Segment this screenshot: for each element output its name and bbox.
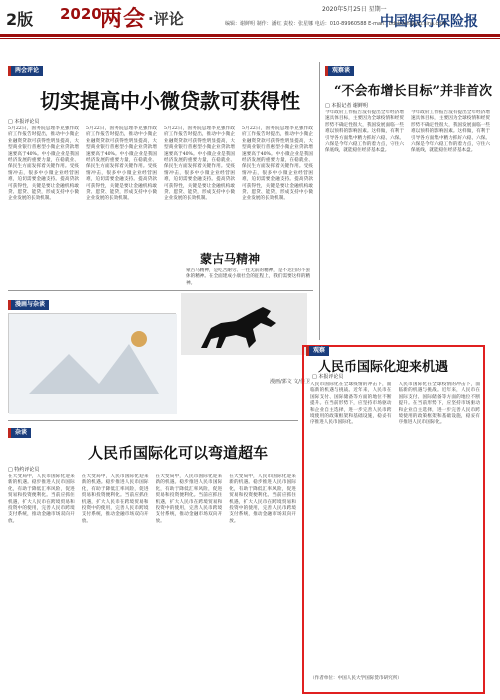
article-bottom-left — [8, 474, 296, 692]
edition-label: 2版 — [6, 10, 34, 29]
text-column: 今年政府工作报告没有提出全年经济增速具体目标，主要因为全球疫情和经贸形势不确定性很大，我国发展面临一些难以预料的影响因素。这样做，有利于引导各方面集中精力抓好六稳、六保。六保是今年六稳工作的着力点，守住六保底线，就能稳住经济基本盘。 — [325, 110, 404, 154]
horse-silhouette — [181, 293, 307, 355]
logo-year: 2020 — [60, 5, 102, 23]
logo-section: ·评论 — [148, 10, 184, 28]
dateline: 2020年5月25日 星期一 — [322, 6, 387, 13]
logo-name: 两会 — [100, 7, 147, 32]
byline-top-right: □ 本报记者 谢鲜明 — [325, 103, 368, 109]
byline-highlight: □ 本报评论员 — [312, 374, 344, 380]
article-highlight-body — [310, 382, 480, 672]
poem-title: 蒙古马精神 — [200, 252, 261, 266]
section-tag: 杂谈 — [8, 428, 31, 438]
poem-author: 漫画/郭文 文/佳卫 — [270, 379, 310, 385]
horse-image — [181, 293, 307, 355]
top-rule — [0, 34, 500, 37]
author-footer: （作者单位：中国人民大学国际货币研究所） — [310, 676, 402, 681]
text-column: 5月22日，国务院总理李克强作政府工作报告时提出，推动中小微企业融资贷款可获得性明显提高，大型商业银行普惠型小微企业贷款增速要高于40%。中小微企业是我国经济发展的重要力量，在稳就业、保民生方面发挥着关键作用。受疫情冲击，很多中小微企业经营困难，迫切需要金融支持。提高贷款可获得性，关键是要让金融机构敢贷、愿贷、能贷，形成支持中小微企业发展的长效机制。 — [242, 126, 313, 202]
text-column: 今年政府工作报告没有提出全年经济增速具体目标，主要因为全球疫情和经贸形势不确定性很大，我国发展面临一些难以预料的影响因素。这样做，有利于引导各方面集中精力抓好六稳、六保。六保是今年六稳工作的着力点，守住六保底线，就能稳住经济基本盘。 — [411, 110, 490, 154]
text-column: 5月22日，国务院总理李克强作政府工作报告时提出，推动中小微企业融资贷款可获得性明显提高，大型商业银行普惠型小微企业贷款增速要高于40%。中小微企业是我国经济发展的重要力量，在稳就业、保民生方面发挥着关键作用。受疫情冲击，很多中小微企业经营困难，迫切需要金融支持。提高贷款可获得性，关键是要让金融机构敢贷、愿贷、能贷，形成支持中小微企业发展的长效机制。 — [164, 126, 235, 202]
text-column: 在大变局中，人民币国际化迎来新的机遇。稳步推进人民币国际化，有助于降低汇率风险，促进贸易和投资便利化。当前应抓住机遇，扩大人民币在跨境贸易和投资中的使用，完善人民币跨境支付系统，推动金融市场双向开放。 — [81, 474, 149, 524]
byline-top-left: □ 本报评论员 — [8, 119, 40, 125]
brand-name: 中国银行保险报 — [380, 14, 478, 30]
cartoon-image — [8, 313, 176, 413]
logo — [60, 2, 210, 32]
headline-bottom-left: 人民币国际化可以弯道超车 — [88, 444, 269, 462]
column-divider — [319, 62, 320, 340]
cartoon-drawing — [9, 314, 177, 414]
headline-top-right: “不会布增长目标”并非首次 — [334, 84, 492, 99]
section-tag: 漫画与杂谈 — [8, 300, 49, 310]
section-tag: 观察 — [306, 346, 329, 356]
headline-highlight: 人民币国际化迎来机遇 — [318, 360, 449, 375]
editors-line: 编辑：谢鲜明 制作：潘红 责校：张星娜 电话：010-89960588 E-mail：bdcbcsh@vip.sina.com — [225, 21, 447, 27]
text-column: 在大变局中，人民币国际化迎来新的机遇。稳步推进人民币国际化，有助于降低汇率风险，促进贸易和投资便利化。当前应抓住机遇，扩大人民币在跨境贸易和投资中的使用，完善人民币跨境支付系统，推动金融市场双向开放。 — [229, 474, 296, 524]
text-column: 人民币国际化在全球疫情的冲击下，面临新的机遇与挑战。近年来，人民币在国际支付、国际储备等方面的地位不断提升。在当前形势下，应坚持市场驱动和企业自主选择，进一步完善人民币跨境使用的政策框架和基础设施，稳妥有序推进人民币国际化。 — [310, 382, 392, 426]
article-top-right — [325, 110, 490, 340]
text-column: 人民币国际化在全球疫情的冲击下，面临新的机遇与挑战。近年来，人民币在国际支付、国际储备等方面的地位不断提升。在当前形势下，应坚持市场驱动和企业自主选择，进一步完善人民币跨境使用的政策框架和基础设施，稳妥有序推进人民币国际化。 — [398, 382, 480, 426]
poem-text: 蒙古马精神，是吃苦耐劳、一往无前的精神，是不达目的不罢休的精神。在全面建成小康社会的征程上，我们需要这样的精神。 — [186, 268, 311, 286]
section-tag: 两会评论 — [8, 66, 43, 76]
section-divider — [8, 420, 298, 421]
text-column: 在大变局中，人民币国际化迎来新的机遇。稳步推进人民币国际化，有助于降低汇率风险，促进贸易和投资便利化。当前应抓住机遇，扩大人民币在跨境贸易和投资中的使用，完善人民币跨境支付系统，推动金融市场双向开放。 — [155, 474, 223, 524]
text-column: 5月22日，国务院总理李克强作政府工作报告时提出，推动中小微企业融资贷款可获得性明显提高，大型商业银行普惠型小微企业贷款增速要高于40%。中小微企业是我国经济发展的重要力量，在稳就业、保民生方面发挥着关键作用。受疫情冲击，很多中小微企业经营困难，迫切需要金融支持。提高贷款可获得性，关键是要让金融机构敢贷、愿贷、能贷，形成支持中小微企业发展的长效机制。 — [8, 126, 79, 202]
text-column: 在大变局中，人民币国际化迎来新的机遇。稳步推进人民币国际化，有助于降低汇率风险，促进贸易和投资便利化。当前应抓住机遇，扩大人民币在跨境贸易和投资中的使用，完善人民币跨境支付系统，推动金融市场双向开放。 — [8, 474, 75, 524]
article-top-left — [8, 126, 313, 286]
section-tag: 观察谈 — [325, 66, 354, 76]
headline-top-left: 切实提高中小微贷款可获得性 — [40, 89, 300, 113]
byline-bottom-left: □ 特约评论员 — [8, 467, 40, 473]
top-rule-thin — [0, 38, 500, 39]
text-column: 5月22日，国务院总理李克强作政府工作报告时提出，推动中小微企业融资贷款可获得性明显提高，大型商业银行普惠型小微企业贷款增速要高于40%。中小微企业是我国经济发展的重要力量，在稳就业、保民生方面发挥着关键作用。受疫情冲击，很多中小微企业经营困难，迫切需要金融支持。提高贷款可获得性，关键是要让金融机构敢贷、愿贷、能贷，形成支持中小微企业发展的长效机制。 — [86, 126, 157, 202]
